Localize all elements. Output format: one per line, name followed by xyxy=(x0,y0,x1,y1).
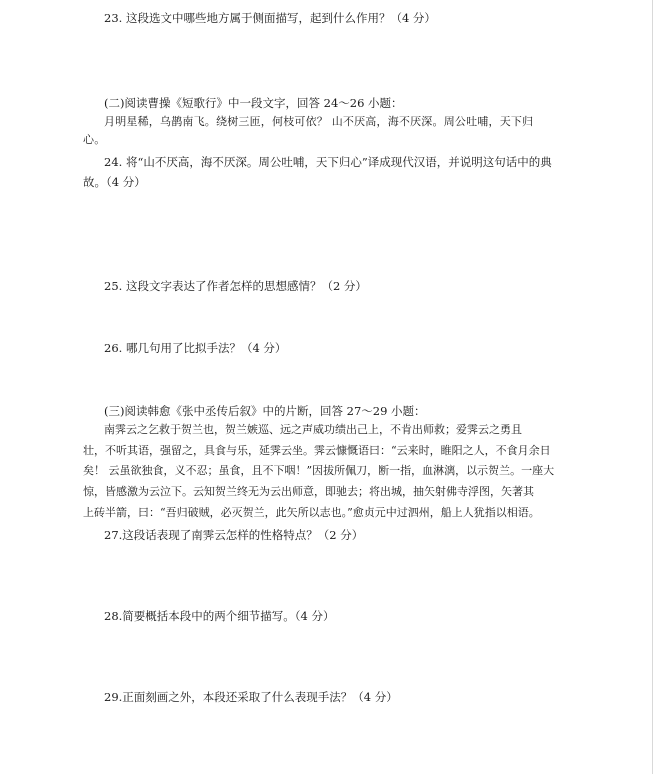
poem-line-2: 心。 xyxy=(83,133,106,146)
passage-line-2: 壮，不听其语，强留之，具食与乐，延霁云坐。霁云慷慨语曰：“云来时，睢阳之人，不食月余日 xyxy=(83,444,551,457)
passage-line-5: 上砖半箭，曰：“吾归破贼，必灭贺兰，此矢所以志也。”愈贞元中过泗州，船上人犹指以相语。 xyxy=(83,506,540,519)
question-29: 29.正面刻画之外，本段还采取了什么表现手法？（4 分） xyxy=(104,690,398,704)
passage-line-3: 矣！ 云虽欲独食，义不忍；虽食，且不下咽！”因拔所佩刀，断一指，血淋漓，以示贺兰。一座大 xyxy=(83,464,555,477)
section-3-heading: (三)阅读韩愈《张中丞传后叙》中的片断，回答 27～29 小题： xyxy=(104,404,426,418)
question-28: 28.简要概括本段中的两个细节描写。（4 分） xyxy=(104,609,335,623)
question-24-line-2: 故。（4 分） xyxy=(83,175,146,189)
section-2-heading: (二)阅读曹操《短歌行》中一段文字，回答 24～26 小题： xyxy=(104,96,403,110)
question-26: 26. 哪几句用了比拟手法？（4 分） xyxy=(104,341,287,355)
question-23: 23. 这段选文中哪些地方属于侧面描写，起到什么作用？（4 分） xyxy=(104,11,436,25)
question-27: 27.这段话表现了南霁云怎样的性格特点？（2 分） xyxy=(104,528,364,542)
passage-line-4: 惊，皆感激为云泣下。云知贺兰终无为云出师意，即驰去；将出城，抽矢射佛寺浮图，矢著其 xyxy=(83,485,534,498)
question-24-line-1: 24. 将“山不厌高，海不厌深。周公吐哺，天下归心”译成现代汉语，并说明这句话中的典 xyxy=(104,155,552,169)
poem-line-1: 月明星稀，乌鹊南飞。绕树三匝，何枝可依？ 山不厌高，海不厌深。周公吐哺，天下归 xyxy=(104,115,534,128)
question-25: 25. 这段文字表达了作者怎样的思想感情？（2 分） xyxy=(104,279,367,293)
passage-line-1: 南霁云之乞救于贺兰也，贺兰嫉巡、远之声威功绩出己上，不肯出师救；爱霁云之勇且 xyxy=(104,423,522,436)
